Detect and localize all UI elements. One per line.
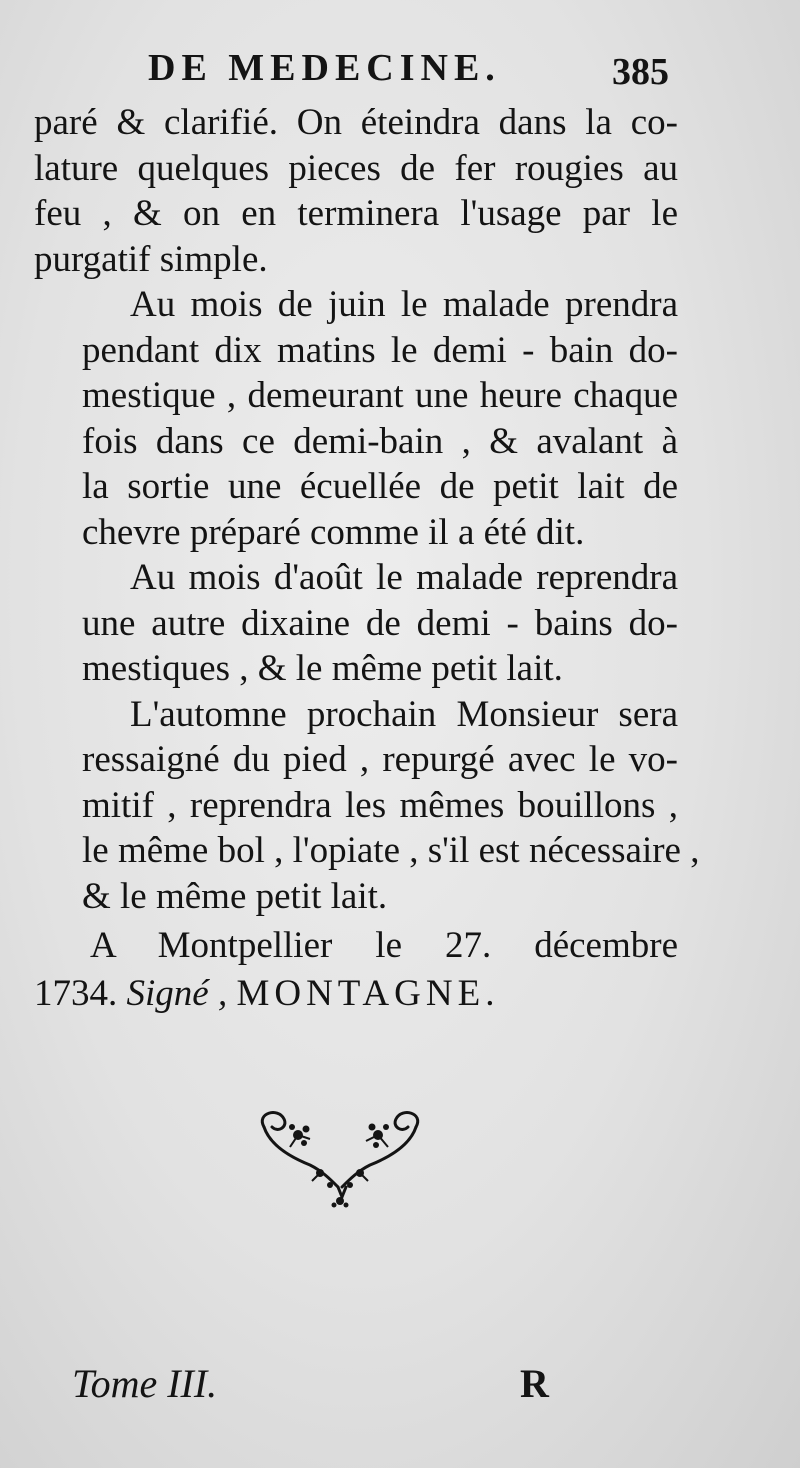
text-line: L'automne prochain Monsieur sera [130,693,678,735]
text-line: une autre dixaine de demi - bains do- [82,602,678,644]
signatory-name: MONTAGNE. [236,973,500,1014]
signature-line [34,970,678,1018]
body-text [34,100,700,919]
signed-label: Signé , [126,973,228,1014]
text-line: mitif , reprendra les mêmes bouillons , [82,784,678,826]
place-date: A Montpellier le 27. décembre [90,925,678,966]
paragraph [34,282,678,555]
text-line: purgatif simple. [34,238,268,280]
text-line: mestiques , & le même petit lait. [82,648,563,689]
text-line: chevre préparé comme il a été dit. [82,511,585,553]
text-line: mestique , demeurant une heure chaque [82,375,678,416]
text-line: ressaigné du pied , repurgé avec le vo- [82,739,678,780]
volume-signature: Tome III. [72,1361,218,1406]
signature-year: 1734. [34,973,118,1014]
text-line: lature quelques pieces de fer rougies au [34,147,678,189]
running-title: DE MEDECINE. [148,47,501,89]
text-line: Au mois de juin le malade prendra [130,284,678,325]
text-line: pendant dix matins le demi - bain do- [82,329,678,371]
paragraph [34,555,678,692]
running-head [0,46,800,96]
text-line: Au mois d'août le malade reprendra [130,557,678,598]
text-line: & le même petit lait. [82,875,388,917]
text-line: fois dans ce demi-bain , & avalant à [82,420,678,462]
text-line: paré & clarifié. On éteindra dans la co- [34,102,678,143]
signature-block [34,922,678,1018]
text-line: feu , & on en terminera l'usage par le [34,193,678,234]
floral-vignette-icon [250,1105,430,1215]
sheet-signature: R [520,1361,549,1406]
page-number: 385 [612,51,669,93]
paragraph [34,100,678,282]
text-line: le même bol , l'opiate , s'il est nécessaire , [82,830,700,871]
paragraph [34,692,700,920]
page-footer [0,1360,800,1420]
text-line: la sortie une écuellée de petit lait de [82,466,678,507]
